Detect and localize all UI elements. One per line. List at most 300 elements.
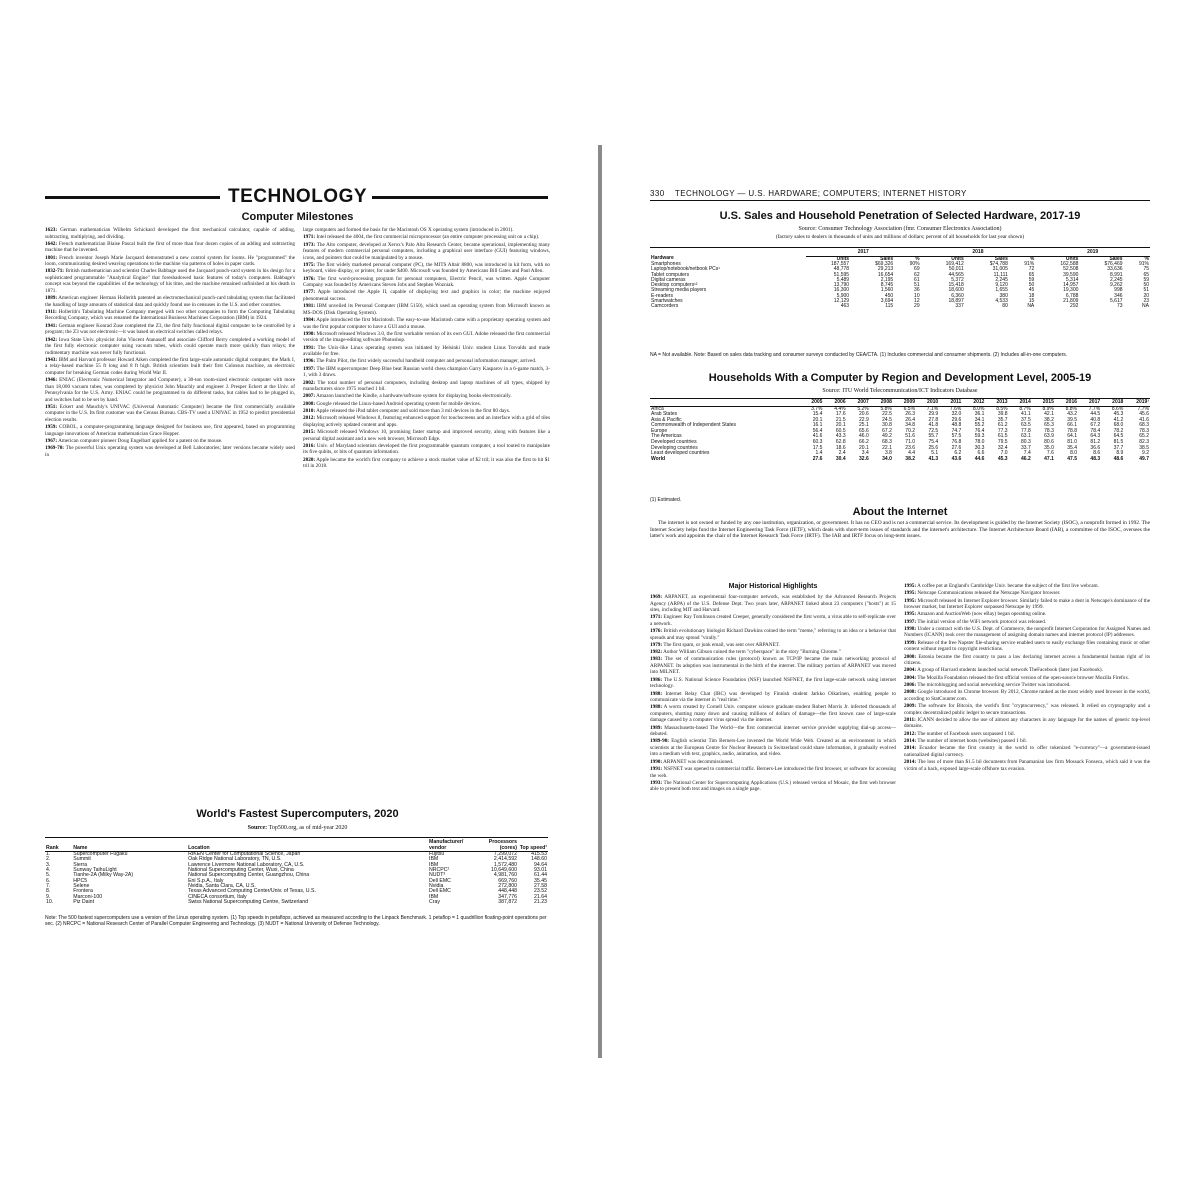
table-cell: 1,560: [880, 287, 894, 294]
table-cell: $74,788: [989, 261, 1008, 267]
table-cell: 71.0: [905, 439, 916, 446]
entry-year: 1832-71:: [45, 268, 65, 275]
table-cell: 63.9: [1044, 433, 1054, 440]
table-cell: 35.4: [1067, 444, 1078, 451]
entry-text: Apple introduced the first Macintosh. The easy-to-use Macintosh came with a proprietary operating system and was the first popular computer to have a GUI and a mouse.: [303, 317, 551, 330]
table-cell: 51: [914, 282, 920, 289]
table-cell: 6.5%: [903, 405, 916, 412]
table-cell: 14,957: [1063, 282, 1079, 289]
table-cell: Tablet computers: [651, 271, 690, 278]
entry-text: The total number of personal computers, including desktop and laptop machines of all types, shipped by manufacturers since 1975 reached 1 bil.: [303, 379, 550, 393]
col-header-cores: Processors (cores): [476, 840, 518, 852]
entry-text: The Palm Pilot, the first widely successful handheld computer and personal information manager, arrived.: [316, 358, 537, 365]
subheader-cell: Sales: [880, 255, 894, 262]
table-cell: 25.6: [928, 444, 939, 451]
table-cell: 5,489: [836, 276, 850, 283]
table-cell: 81.2: [1090, 439, 1101, 446]
table-cell: 292: [1070, 303, 1079, 310]
table-cell: 5,372: [951, 276, 964, 283]
table-cell: 37.7: [1113, 444, 1124, 451]
households-table: [650, 400, 1150, 462]
table-cell: Nvidia, Santa Clara, CA, U.S.: [188, 882, 256, 889]
table-cell: 70.2: [905, 427, 916, 434]
table-cell: Streaming media players: [651, 287, 707, 294]
entry-year: 1946:: [45, 377, 58, 384]
table-cell: 60.3: [812, 439, 823, 446]
entry-year: 1996:: [303, 358, 316, 365]
table-cell: 65.2: [1139, 433, 1149, 440]
supercomputers-note: Note: The 500 fastest supercomputers use a version of the Linux operating system. (1) Top speeds in petaflops, achieved as measured according to the Linpack Benchmark. 1 petaflop = 1 quadrillion floating-point operations per sec. (2) NRCPC = National Research Center of Parallel Computer Engineering and Technology. (3) NUDT = National University of Defense Technology.: [45, 915, 547, 927]
table-cell: 4.: [46, 867, 51, 874]
table-cell: 2,245: [995, 276, 1008, 283]
table-cell: 63.1: [1021, 433, 1031, 440]
table-cell: 35.45: [534, 877, 547, 884]
entry-year: 1941:: [45, 322, 58, 329]
subheader-cell: Sales: [1109, 255, 1123, 262]
entry-year: 1973:: [303, 241, 316, 248]
table-cell: Arab States: [651, 411, 678, 418]
table-cell: 68.0: [1113, 422, 1124, 429]
table-cell: E-readers: [651, 292, 673, 299]
entry-text: The IBM supercomputer Deep Blue beat Russian world chess champion Garry Kasparov in a 6-game match, 3-1, with 3 draws.: [303, 365, 551, 379]
table-cell: 8.5%: [996, 405, 1008, 412]
table-cell: $69,326: [875, 261, 894, 267]
entry-year: 2015:: [303, 429, 316, 436]
table-cell: 68.3: [1139, 422, 1149, 429]
entry: [904, 640, 1150, 653]
entry-text: Apple introduced the Apple II, capable of displaying text and graphics in color; the machine enjoyed phenomenal success.: [303, 289, 550, 302]
entry: [904, 675, 1150, 682]
table-cell: 18: [1028, 292, 1035, 299]
left-page: [0, 0, 598, 1200]
table-cell: 48.3: [1090, 455, 1101, 462]
table-cell: NA: [1142, 303, 1149, 310]
entry: [303, 317, 550, 330]
table-cell: Selene: [73, 882, 90, 889]
table-cell: 18,600: [948, 287, 964, 294]
entry: [303, 380, 550, 393]
entry-text: English scientist Tim Berners-Lee invented the World Wide Web. Created as an environment in which scientists at the European Centre for Nuclear Research in Switzerland could share information, it gradually evolved into a medium with text, graphics, audio, animation, and video.: [650, 738, 897, 758]
entry-text: Estonia became the first country to pass a law declaring internet access a fundamental human right of its citizens.: [904, 653, 1151, 667]
table-cell: 8.9%: [1042, 405, 1054, 412]
entry: [45, 309, 295, 322]
table-cell: 55.7: [928, 433, 939, 440]
table-cell: 9.: [46, 893, 51, 900]
table-cell: Smartwatches: [651, 298, 683, 305]
entry-year: 1959:: [45, 424, 58, 431]
subheader-cell: Units: [1065, 255, 1079, 262]
table-cell: 77.8: [1021, 427, 1031, 434]
table-cell: 44.5: [1090, 411, 1101, 418]
entry-text: IBM and Harvard professor Howard Aiken completed the first large-scale automatic digital computer, the Mark I, a relay-based machine 55 ft long and 8 ft high. British scientists built their first Colossus machine, an electronic computer for breaking German codes during World War II.: [45, 356, 296, 376]
entry: [303, 393, 550, 400]
table-cell: 15.4: [812, 411, 823, 418]
entry-text: Microsoft released Windows 10, promising faster startup and improved security, along with features like a personal digital assistant and a new web browser, Microsoft Edge.: [303, 429, 550, 442]
table-cell: 346: [1114, 292, 1123, 299]
entry-text: The number of Facebook users surpassed 1 bil.: [917, 730, 1015, 737]
entry-text: IBM unveiled its Personal Computer (IBM 5150), which used an operating system from Microsoft known as MS-DOS (Disk Operating System).: [303, 303, 551, 316]
year-header: 2006: [823, 400, 846, 406]
table-cell: 15: [1028, 298, 1035, 305]
table-cell: 463: [840, 303, 850, 310]
entry-year: 2000:: [904, 653, 917, 660]
entry-text: The microblogging and social networking service Twitter was introduced.: [917, 681, 1071, 688]
table-cell: 46.2: [1021, 455, 1031, 462]
entry-year: 1979:: [650, 641, 663, 648]
table-cell: 8.0: [1070, 450, 1078, 457]
subheader-cell: Sales: [994, 255, 1008, 262]
table-cell: 12: [914, 298, 920, 305]
table-cell: 81.5: [1113, 439, 1124, 446]
entry-year: 1995:: [904, 611, 917, 618]
table-cell: Smartphones: [651, 261, 681, 267]
table-cell: HPC5: [73, 877, 88, 884]
table-cell: 19,300: [1063, 287, 1079, 294]
table-cell: 56.4: [812, 427, 823, 434]
entry-year: 1997:: [904, 618, 917, 625]
table-cell: 65.3: [1044, 422, 1054, 429]
table-cell: 78.4: [1090, 427, 1101, 434]
entry-year: 1995:: [904, 590, 917, 597]
table-cell: Least developed countries: [651, 450, 710, 457]
table-cell: 78.2: [1113, 427, 1124, 434]
table-cell: 115: [885, 303, 894, 310]
table-cell: 39.5: [1067, 416, 1078, 423]
entry-year: 1990:: [303, 330, 316, 337]
entry: [650, 642, 896, 649]
table-cell: 7.4: [1023, 450, 1031, 457]
supercomputers-source: [45, 825, 550, 831]
table-cell: Eni S.p.A., Italy: [188, 877, 224, 884]
year-2019: 2019: [1035, 250, 1150, 256]
table-cell: 77.3: [997, 427, 1008, 434]
table-cell: 30.3: [974, 444, 985, 451]
table-cell: 21.23: [534, 898, 547, 905]
table-cell: 64.3: [1090, 433, 1101, 440]
table-cell: Marconi-100: [73, 893, 103, 900]
table-cell: The Americas: [651, 433, 682, 440]
entry-year: 1995:: [904, 597, 917, 604]
entry: [45, 227, 295, 240]
table-cell: 72.5: [928, 427, 939, 434]
entry-text: The National Center for Supercomputing Applications (U.S.) released version of Mosaic, the first web browser able to present both text and images on a single page.: [650, 779, 896, 793]
table-cell: 20: [1143, 292, 1149, 299]
table-cell: 45: [1028, 287, 1035, 294]
table-cell: 15,418: [948, 282, 964, 289]
entry: [904, 703, 1150, 716]
table-cell: 59.3: [974, 433, 985, 440]
entry: [650, 656, 896, 676]
year-header: 2005: [800, 400, 823, 406]
entry-text: Engineer Ray Tomlinson created Creeper, generally considered the first worm, a virus able to self-replicate over a network.: [650, 614, 897, 627]
table-cell: 47.1: [1044, 455, 1054, 462]
entry: [904, 745, 1150, 758]
table-cell: Tianhe-2A (Milky Way-2A): [73, 872, 134, 879]
col-header-rank: Rank: [45, 840, 72, 852]
entry-year: 1971:: [303, 234, 316, 241]
entry-text: large computers and formed the basis for the Macintosh OS X operating system (introduced in 2001).: [303, 227, 514, 233]
entry: [303, 227, 550, 234]
entry: [650, 738, 896, 758]
table-cell: 33.7: [1021, 444, 1031, 451]
entry: [650, 677, 896, 690]
table-cell: 16,300: [833, 287, 850, 294]
table-cell: 10,649,600: [491, 867, 517, 874]
table-cell: 1.: [46, 851, 51, 858]
table-cell: 29: [914, 303, 920, 310]
source-label: Source:: [247, 825, 268, 831]
entry-year: 2020:: [303, 456, 316, 463]
entry-year: 1999:: [904, 639, 917, 646]
table-cell: 7.1%: [926, 405, 939, 412]
entry: [45, 424, 295, 437]
table-cell: 380: [999, 292, 1008, 299]
entry-year: 1801:: [45, 254, 58, 261]
table-cell: 5,900: [836, 292, 850, 299]
entry: [303, 242, 550, 262]
table-cell: 12,129: [833, 298, 850, 305]
year-header: 2008: [870, 400, 893, 406]
table-cell: 49.7: [1139, 455, 1149, 462]
table-cell: 61.5: [997, 433, 1008, 440]
table-cell: 5.2%: [857, 405, 869, 412]
table-cell: 8.0%: [973, 405, 985, 412]
table-cell: 27.6: [951, 444, 962, 451]
entry-text: British evolutionary biologist Richard Dawkins coined the term "meme," referring to an idea or a behavior that spreads and may spread "virally.": [650, 628, 896, 641]
table-cell: 387,872: [498, 898, 517, 905]
table-cell: 78.0: [974, 439, 985, 446]
table-cell: NA: [1027, 303, 1035, 310]
table-cell: 6,360: [951, 292, 964, 299]
table-cell: 3.7%: [811, 405, 823, 412]
table-cell: 59: [1143, 276, 1149, 283]
entry: [45, 337, 295, 357]
table-cell: 22.9: [859, 416, 869, 423]
table-cell: NUDT³: [429, 872, 446, 879]
entry-year: 1988:: [650, 704, 663, 711]
entry-text: Iowa State Univ. physicist John Vincent Atanasoff and associate Clifford Berry completed a working model of the first fully electronic computer using vacuum tubes, which could operate much more quickly than relays; the rudimentary machine was never fully functional.: [45, 336, 296, 356]
table-cell: 43.6: [951, 455, 962, 462]
table-cell: 23.52: [534, 888, 547, 895]
table-cell: 79.5: [997, 439, 1008, 446]
table-cell: 91%: [1024, 261, 1035, 267]
table-header-row: [45, 840, 548, 852]
entry-text: The set of communication rules (protocol) known as TCP/IP became the main networking protocol of ARPANET. Its adoption was instrumental in the birth of the internet. The military portion of ARPANET was moved into MILNET.: [650, 656, 896, 676]
table-cell: 66.1: [1067, 422, 1078, 429]
table-cell: 30.8: [882, 422, 892, 429]
table-cell: 61.2: [997, 422, 1008, 429]
table-cell: 73: [1116, 303, 1123, 310]
entry-year: 2012:: [904, 730, 917, 737]
hardware-top-rule: [650, 247, 1150, 248]
table-cell: 38.5: [1139, 444, 1149, 451]
table-cell: 35.0: [1044, 444, 1054, 451]
entry: [45, 241, 295, 254]
table-cell: 7,299,072: [493, 851, 517, 858]
table-cell: 55.2: [974, 422, 985, 429]
entry: [904, 619, 1150, 626]
internet-paragraph: The internet is not owned or funded by any one institution, organization, or government. It has no CEO and is not a commercial service. Its development is guided by the Internet Society (ISOC), a nonprofit formed in 1992. The Internet Society helps fund the Internet Engineering Task Force (IETF), which deals with short-term issues of standards and the internet's architecture. The Internet Architecture Board (IAB), a committee of the ISOC, oversees the latter's work and appoints the chair of the Internet Research Task Force (IRTF). The IAB and IRTF focus on long-term issues.: [650, 520, 1150, 540]
table-cell: 74.7: [951, 427, 962, 434]
entry: [303, 331, 550, 344]
table-cell: 148.60: [531, 856, 547, 863]
table-cell: 68.3: [882, 439, 892, 446]
table-cell: National Supercomputing Center, Guangzhou, China: [188, 872, 310, 879]
entry-text: Apple became the world's first company to achieve a stock market value of $2 tril; it was also the first to hit $1 tril in 2018.: [303, 456, 550, 470]
table-cell: 272,800: [498, 882, 517, 889]
table-cell: Oak Ridge National Laboratory, TN, U.S.: [188, 856, 282, 863]
entry-text: COBOL, a computer-programming language designed for business use, first appeared, based on programming language innovations of American mathematician Grace Hopper.: [45, 424, 296, 437]
table-cell: 10: [914, 292, 920, 299]
entry: [45, 357, 295, 377]
table-cell: 72: [1028, 266, 1035, 273]
table-cell: Developing countries: [651, 444, 698, 451]
entry: [45, 438, 295, 445]
table-cell: 5.1: [931, 450, 939, 457]
entry-text: Apple released the iPad tablet computer and sold more than 3 mil devices in the first 80 days.: [316, 407, 511, 414]
year-header: 2017: [1078, 400, 1101, 406]
col-header-speed: Top speed¹: [518, 840, 548, 852]
entry-year: 2002:: [303, 379, 316, 386]
entry-text: British mathematician and scientist Charles Babbage used the Jacquard punch-card system in his design for a sophisticated programmable "Analytical Engine" that foreshadowed basic features of today's computers. Babbage's concept was beyond the capabilities of the technology of his time, and the machine remained unfinished at his death in 1871.: [45, 268, 296, 294]
table-cell: 39.8: [997, 411, 1008, 418]
entry-text: The first spam, or junk email, was sent over ARPANET.: [663, 641, 780, 648]
households-source: Source: ITU World Telecommunication/ICT Indicators Database: [822, 388, 978, 394]
entry: [904, 717, 1150, 730]
entry: [650, 759, 896, 766]
entry: [904, 654, 1150, 667]
entry-text: A coffee pot at England's Cambridge Univ. became the subject of the first live webcam.: [917, 583, 1099, 589]
table-cell: 50: [1028, 282, 1035, 289]
table-cell: 65: [1028, 271, 1035, 278]
table-row: [650, 304, 1150, 309]
entry-year: 2004:: [904, 667, 917, 674]
table-cell: 43.3: [835, 433, 846, 440]
table-cell: 7.: [46, 882, 51, 889]
entry-year: 1969-70:: [45, 445, 65, 452]
table-cell: 33,636: [1107, 266, 1123, 273]
entry-text: ICANN decided to allow the use of almost any characters in any language for the names of generic top-level domains.: [904, 716, 1150, 730]
col-header-vendor: Manufacturer/ vendor: [428, 840, 476, 852]
table-cell: 20.1: [835, 422, 846, 429]
table-cell: Sierra: [73, 861, 88, 868]
table-cell: 41.1: [1021, 411, 1031, 418]
entry-year: 2010:: [303, 407, 316, 414]
entry: [904, 689, 1150, 702]
table-cell: 8.: [46, 888, 51, 895]
running-head-text: TECHNOLOGY — U.S. HARDWARE; COMPUTERS; INTERNET HISTORY: [674, 189, 967, 198]
entry-year: 2014:: [904, 745, 917, 752]
entry-year: 1995:: [904, 583, 917, 589]
subheader-cell: Units: [951, 255, 964, 262]
entry: [45, 377, 295, 403]
table-cell: 18,897: [948, 298, 964, 305]
table-cell: 8.6: [1093, 450, 1101, 457]
entry-text: The number of internet hosts (websites) passed 1 bil.: [917, 737, 1027, 744]
table-cell: 41.6: [1139, 416, 1149, 423]
table-cell: 34.8: [905, 422, 916, 429]
table-cell: 51: [1143, 287, 1149, 294]
table-cell: 27.58: [534, 882, 547, 889]
table-cell: 78.3: [1044, 427, 1054, 434]
table-cell: 41.3: [928, 455, 939, 462]
table-cell: 61: [914, 276, 920, 283]
entry-year: 1967:: [45, 438, 58, 445]
table-cell: 5.: [46, 872, 51, 879]
table-cell: Developed countries: [651, 439, 697, 446]
year-header: 2018: [1101, 400, 1124, 406]
entry-text: Microsoft released Windows 8, featuring enhanced support for touchscreens and an interface with a grid of tiles displaying actively updated content and apps.: [303, 415, 550, 428]
entry-text: Ecuador became the first country in the world to offer tokenized "e-currency"—a government-issued nationalized digital currency.: [904, 745, 1150, 758]
table-cell: 76.4: [974, 427, 985, 434]
entry-year: 1642:: [45, 240, 58, 247]
table-cell: 21.64: [534, 893, 547, 900]
chapter-title: TECHNOLOGY: [227, 186, 368, 207]
entry: [904, 738, 1150, 745]
table-cell: 8,745: [880, 282, 894, 289]
entry: [650, 725, 896, 738]
entry-year: 1623:: [45, 227, 58, 233]
entry-text: Eckert and Mauchly's UNIVAC (Universal Automatic Computer) became the first commercially available computer in the U.S. Its first customer was the Census Bureau. CBS-TV used a UNIVAC in 1952 to predict presidential election results.: [45, 403, 295, 423]
entry-text: The first widely marketed personal computer (PC), the MITS Altair 8800, was introduced in kit form, with no keyboard, video display, or printer, for under $400. Microsoft was founded by Americans Bill Gates and Paul Allen.: [303, 261, 551, 275]
table-cell: 27.8: [928, 416, 939, 423]
subheader-cell: %: [1144, 255, 1149, 262]
page-gutter: [598, 145, 602, 1058]
col-header-name: Name: [72, 840, 187, 852]
entry-year: 1975:: [303, 261, 316, 268]
entry-text: German engineer Konrad Zuse completed the Z3, the first fully functional digital computer to be controlled by a program; the Z3 was not electronic—it was based on electrical switches called relays.: [45, 322, 296, 336]
table-cell: 7.0: [1000, 450, 1008, 457]
entry-year: 1989-90:: [650, 738, 670, 745]
entry-text: American engineer Herman Hollerith patented an electromechanical punch-card tabulating system that facilitated the handling of large amounts of statistical data and quickly found use in censuses in the U.S. and other countries.: [45, 295, 295, 308]
entry-text: Under a contract with the U.S. Dept. of Commerce, the nonprofit Internet Corporation for Assigned Names and Numbers (ICANN) took over the management of assigning domain names and internet protocol (IP) addresses.: [904, 625, 1150, 639]
table-cell: 25.1: [859, 422, 869, 429]
entry: [303, 345, 550, 358]
entry: [303, 429, 550, 442]
year-header: 2009: [893, 400, 916, 406]
table-cell: 41.6: [812, 433, 823, 440]
subheader-cell: Units: [836, 255, 850, 262]
table-cell: 41.2: [1113, 416, 1124, 423]
table-cell: 21,809: [1063, 298, 1079, 305]
milestones-column-1: [45, 227, 295, 812]
table-cell: 13,790: [833, 282, 850, 289]
table-cell: 3.: [46, 861, 51, 868]
table-cell: Africa: [651, 405, 664, 412]
hardware-source: Source: Consumer Technology Association (fmr. Consumer Electronics Association): [798, 226, 1002, 232]
table-cell: 31,005: [992, 266, 1008, 273]
entry-text: French mathematician Blaise Pascal built the first of more than four dozen copies of an adding and subtracting machine that he invented.: [45, 240, 296, 254]
table-cell: 24.5: [882, 416, 892, 423]
table-cell: 448,448: [498, 888, 517, 895]
table-cell: 94.64: [534, 861, 547, 868]
subheader-cell: Hardware: [651, 255, 674, 262]
entry-text: Massachusetts-based The World—the first commercial internet service provider supplying dial-up access—debuted.: [650, 724, 896, 738]
year-header: 2015: [1032, 400, 1055, 406]
table-cell: 26.3: [905, 411, 916, 418]
entry-text: NSFNET was opened to commercial traffic. Berners-Lee introduced the first browser, or software for accessing the web.: [650, 766, 896, 779]
table-cell: 59: [1028, 276, 1035, 283]
table-cell: 29.9: [928, 411, 939, 418]
table-cell: 4,981,760: [493, 872, 517, 879]
entry: [904, 759, 1150, 772]
table-cell: 64.5: [1113, 433, 1124, 440]
table-cell: 9.2: [1142, 450, 1149, 457]
table-cell: 998: [1114, 287, 1123, 294]
hardware-rows: [650, 262, 1150, 310]
entry: [650, 594, 896, 614]
entry-text: The software for Bitcoin, the world's first "cryptocurrency," was released. It relied on cryptography and a complex decentralized public ledger to secure transactions.: [904, 703, 1151, 716]
